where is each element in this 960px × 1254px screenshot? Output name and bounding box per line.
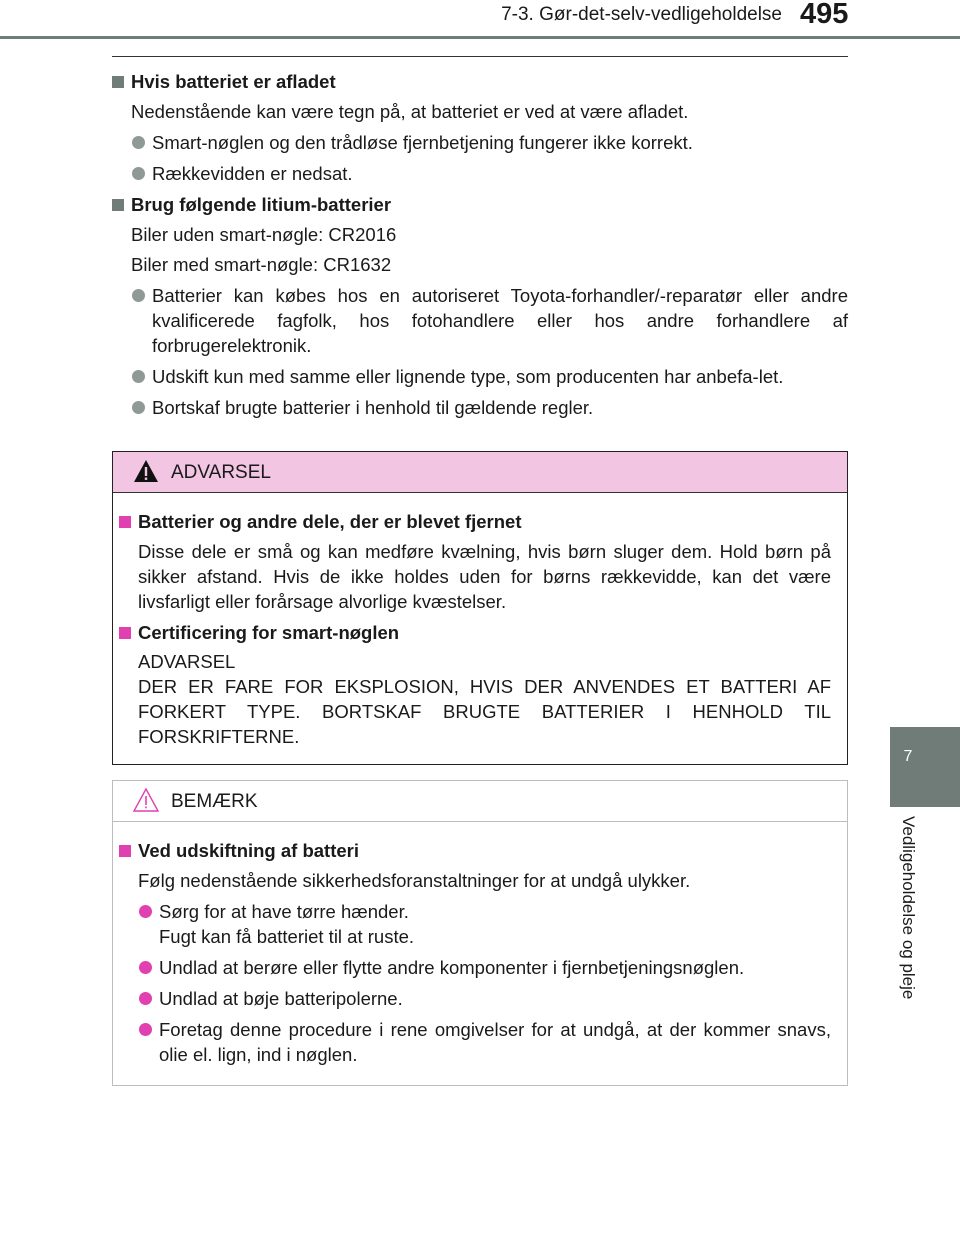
square-bullet-icon (119, 845, 131, 857)
warning-heading: Certificering for smart-nøglen (119, 620, 831, 645)
warning-box (112, 451, 848, 765)
bullet-icon (132, 370, 145, 383)
list-item: Undlad at berøre eller flytte andre komponenter i fjernbetjeningsnøglen. (119, 955, 831, 980)
warning-title: ADVARSEL (171, 462, 271, 483)
bullet-icon (132, 167, 145, 180)
list-item: Rækkevidden er nedsat. (112, 161, 848, 186)
bullet-icon (132, 401, 145, 414)
square-bullet-icon (119, 627, 131, 639)
chapter-tab (890, 727, 960, 807)
bullet-icon (139, 1023, 152, 1036)
warning-paragraph: ADVARSEL DER ER FARE FOR EKSPLOSION, HVIS DER ANVENDES ET BATTERI AF FORKERT TYPE. BORTSKAF BRUGTE BATTERIER I HENHOLD TIL FORSKRIFTERNE. (138, 651, 831, 747)
square-bullet-icon (112, 199, 124, 211)
chapter-number: 7 (903, 748, 913, 765)
note-heading: Ved udskiftning af batteri (119, 838, 831, 863)
bullet-icon (132, 136, 145, 149)
bullet-icon (132, 289, 145, 302)
note-paragraph: Følg nedenstående sikkerhedsforanstaltninger for at undgå ulykker. (138, 870, 691, 891)
list-item: Bortskaf brugte batterier i henhold til gældende regler. (112, 395, 848, 420)
main-content (112, 66, 848, 420)
caution-icon (133, 787, 159, 813)
paragraph: Biler med smart-nøgle: CR1632 (131, 254, 392, 275)
note-body (113, 822, 847, 1067)
bullet-icon (139, 961, 152, 974)
chapter-label: Vedligeholdelse og pleje (899, 816, 918, 1000)
square-bullet-icon (112, 76, 124, 88)
note-box (112, 780, 848, 1086)
paragraph: Biler uden smart-nøgle: CR2016 (131, 224, 397, 245)
list-item: Smart-nøglen og den trådløse fjernbetjening fungerer ikke korrekt. (112, 130, 848, 155)
list-item: Undlad at bøje batteripolerne. (119, 986, 831, 1011)
bullet-icon (139, 905, 152, 918)
warning-heading: Batterier og andre dele, der er blevet fjernet (119, 509, 831, 534)
header-rule (0, 36, 960, 39)
square-bullet-icon (119, 516, 131, 528)
warning-body (113, 493, 847, 749)
list-item: Sørg for at have tørre hænder. Fugt kan få batteriet til at ruste. (119, 899, 831, 949)
list-item: Batterier kan købes hos en autoriseret Toyota-forhandler/-reparatør eller andre kvalificerede fagfolk, hos fotohandlere eller hos andre forhandlere af forbrugerelektronik. (112, 283, 848, 358)
note-header (113, 781, 847, 822)
section-heading: Brug følgende litium-batterier (112, 192, 848, 217)
warning-header (113, 452, 847, 493)
paragraph: Nedenstående kan være tegn på, at batteriet er ved at være afladet. (131, 101, 689, 122)
section-heading: Hvis batteriet er afladet (112, 69, 848, 94)
page-number: 495 (800, 0, 849, 30)
bullet-icon (139, 992, 152, 1005)
header-section-title: 7-3. Gør-det-selv-vedligeholdelse (501, 4, 782, 25)
warning-icon (133, 458, 159, 484)
list-item: Udskift kun med samme eller lignende type, som producenten har anbefa-let. (112, 364, 848, 389)
warning-paragraph: Disse dele er små og kan medføre kvælning, hvis børn sluger dem. Hold børn på sikker afstand. Hvis de ikke holdes uden for børns rækkevidde, kan det være livsfarligt eller forårsage alvorlige kvæstelser. (138, 541, 831, 612)
content-top-rule (112, 56, 848, 57)
note-title: BEMÆRK (171, 791, 258, 812)
list-item: Foretag denne procedure i rene omgivelser for at undgå, at der kommer snavs, olie el. lign, ind i nøglen. (119, 1017, 831, 1067)
